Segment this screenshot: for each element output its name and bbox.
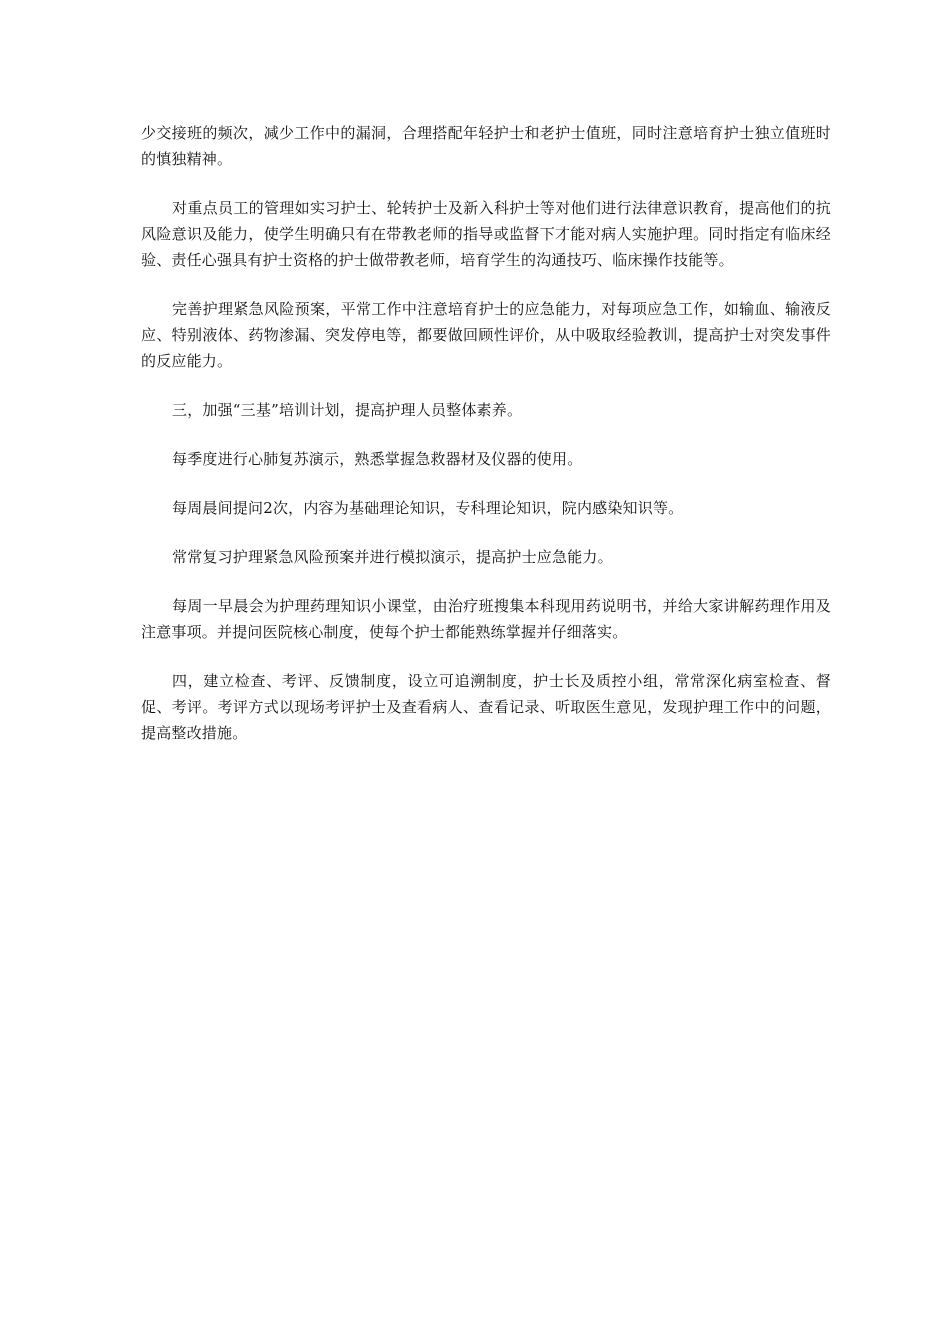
- paragraph-7: 常常复习护理紧急风险预案并进行模拟演示，提高护士应急能力。: [172, 548, 613, 566]
- document-page: [141, 120, 831, 769]
- paragraph-6: 每周晨间提问2次，内容为基础理论知识，专科理论知识，院内感染知识等。: [172, 499, 684, 517]
- section-heading-4: 四，建立检查、考评、反馈制度，设立可追溯制度，护士长及质控小组，常常深化病室检查、督促、考评。考评方式以现场考评护士及查看病人、查看记录、听取医生意见，发现护理工作中的问题，提高整改措施。: [141, 672, 831, 742]
- paragraph-3: 完善护理紧急风险预案，平常工作中注意培育护士的应急能力，对每项应急工作，如输血、输液反应、特别液体、药物渗漏、突发停电等，都要做回顾性评价，从中吸取经验教训，提高护士对突发事件的反应能力。: [141, 300, 831, 370]
- paragraph-1: 少交接班的频次，减少工作中的漏洞，合理搭配年轻护士和老护士值班，同时注意培育护士独立值班时的慎独精神。: [141, 124, 831, 168]
- section-heading-3: 三，加强“三基”培训计划，提高护理人员整体素养。: [172, 401, 523, 419]
- paragraph-5: 每季度进行心肺复苏演示，熟悉掌握急救器材及仪器的使用。: [172, 450, 583, 468]
- paragraph-8: 每周一早晨会为护理药理知识小课堂，由治疗班搜集本科现用药说明书，并给大家讲解药理作用及注意事项。并提问医院核心制度，使每个护士都能熟练掌握并仔细落实。: [141, 597, 831, 641]
- paragraph-2: 对重点员工的管理如实习护士、轮转护士及新入科护士等对他们进行法律意识教育，提高他们的抗风险意识及能力，使学生明确只有在带教老师的指导或监督下才能对病人实施护理。同时指定有临床经验、责任心强具有护士资格的护士做带教老师，培育学生的沟通技巧、临床操作技能等。: [141, 199, 831, 269]
